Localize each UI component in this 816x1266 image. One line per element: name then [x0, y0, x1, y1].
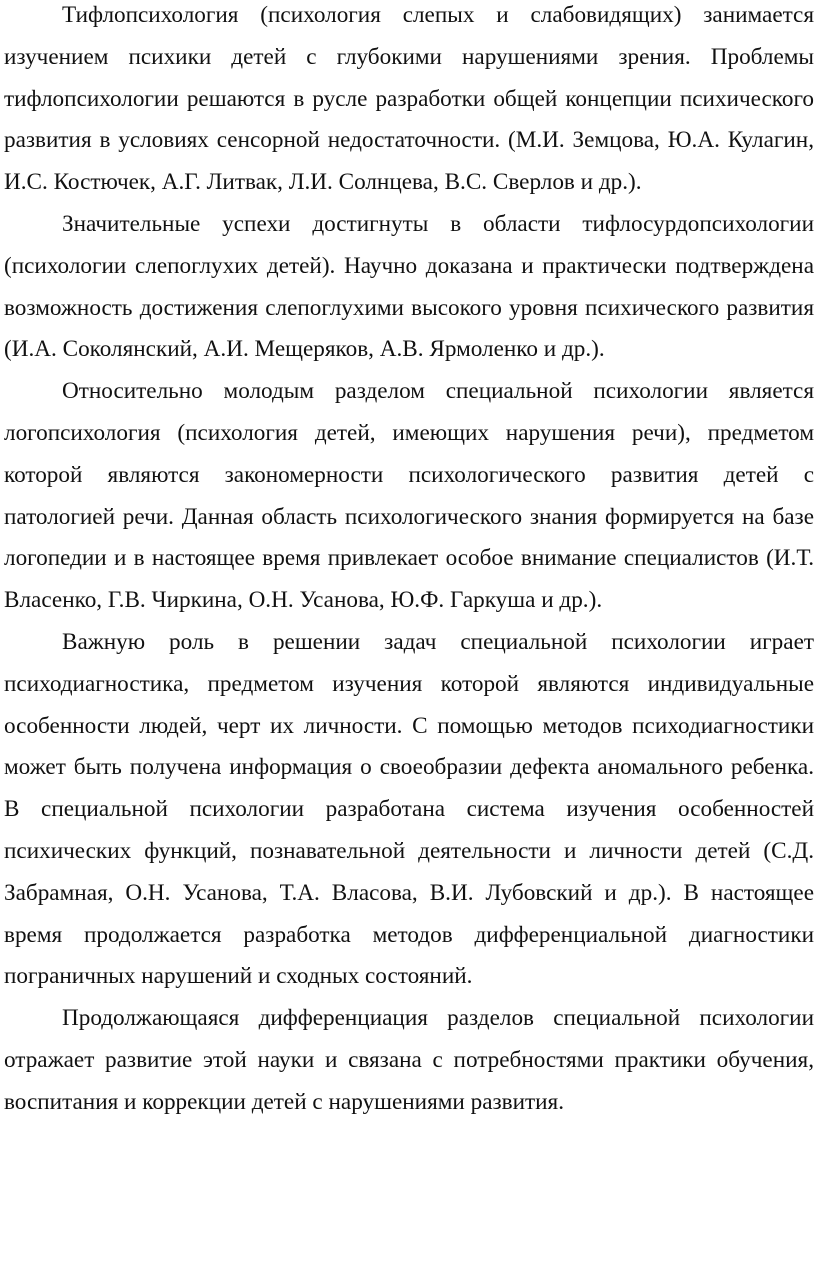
paragraph-differentiation: Продолжающаяся дифференциация разделов специальной психологии отражает развитие этой науки и связана с потребностями практики обучения, воспитания и коррекции детей с нарушениями развития.: [4, 1005, 814, 1115]
paragraph-psychodiagnostics: Важную роль в решении задач специальной психологии играет психодиагностика, предметом изучения которой являются индивидуальные особенности людей, черт их личности. С помощью методов психодиагностики может быть получена информация о своеобразии дефекта аномального ребенка. В специальной психологии разработана система изучения особенностей психических функций, познавательной деятельности и личности детей (С.Д. Забрамная, О.Н. Усанова, Т.А. Власова, В.И. Лубовский и др.). В настоящее время продолжается разработка методов дифференциальной диагностики пограничных нарушений и сходных состояний.: [4, 628, 814, 990]
paragraph-logopsychology: Относительно молодым разделом специальной психологии является логопсихология (психология детей, имеющих нарушения речи), предметом которой являются закономерности психологического развития детей с патологией речи. Данная область психологического знания формируется на базе логопедии и в настоящее время привлекает особое внимание специалистов (И.Т. Власенко, Г.В. Чиркина, О.Н. Усанова, Ю.Ф. Гаркуша и др.).: [4, 378, 814, 614]
document-page: [4, 0, 814, 1124]
paragraph-typhlopsychology: Тифлопсихология (психология слепых и слабовидящих) занимается изучением психики детей с глубокими нарушениями зрения. Проблемы тифлопсихологии решаются в русле разработки общей концепции психического развития в условиях сенсорной недостаточности. (М.И. Земцова, Ю.А. Кулагин, И.С. Костючек, А.Г. Литвак, Л.И. Солнцева, В.С. Сверлов и др.).: [4, 2, 814, 196]
paragraph-deafblind-psychology: Значительные успехи достигнуты в области тифлосурдопсихологии (психологии слепоглухих детей). Научно доказана и практически подтверждена возможность достижения слепоглухими высокого уровня психического развития (И.А. Соколянский, А.И. Мещеряков, А.В. Ярмоленко и др.).: [4, 210, 814, 363]
